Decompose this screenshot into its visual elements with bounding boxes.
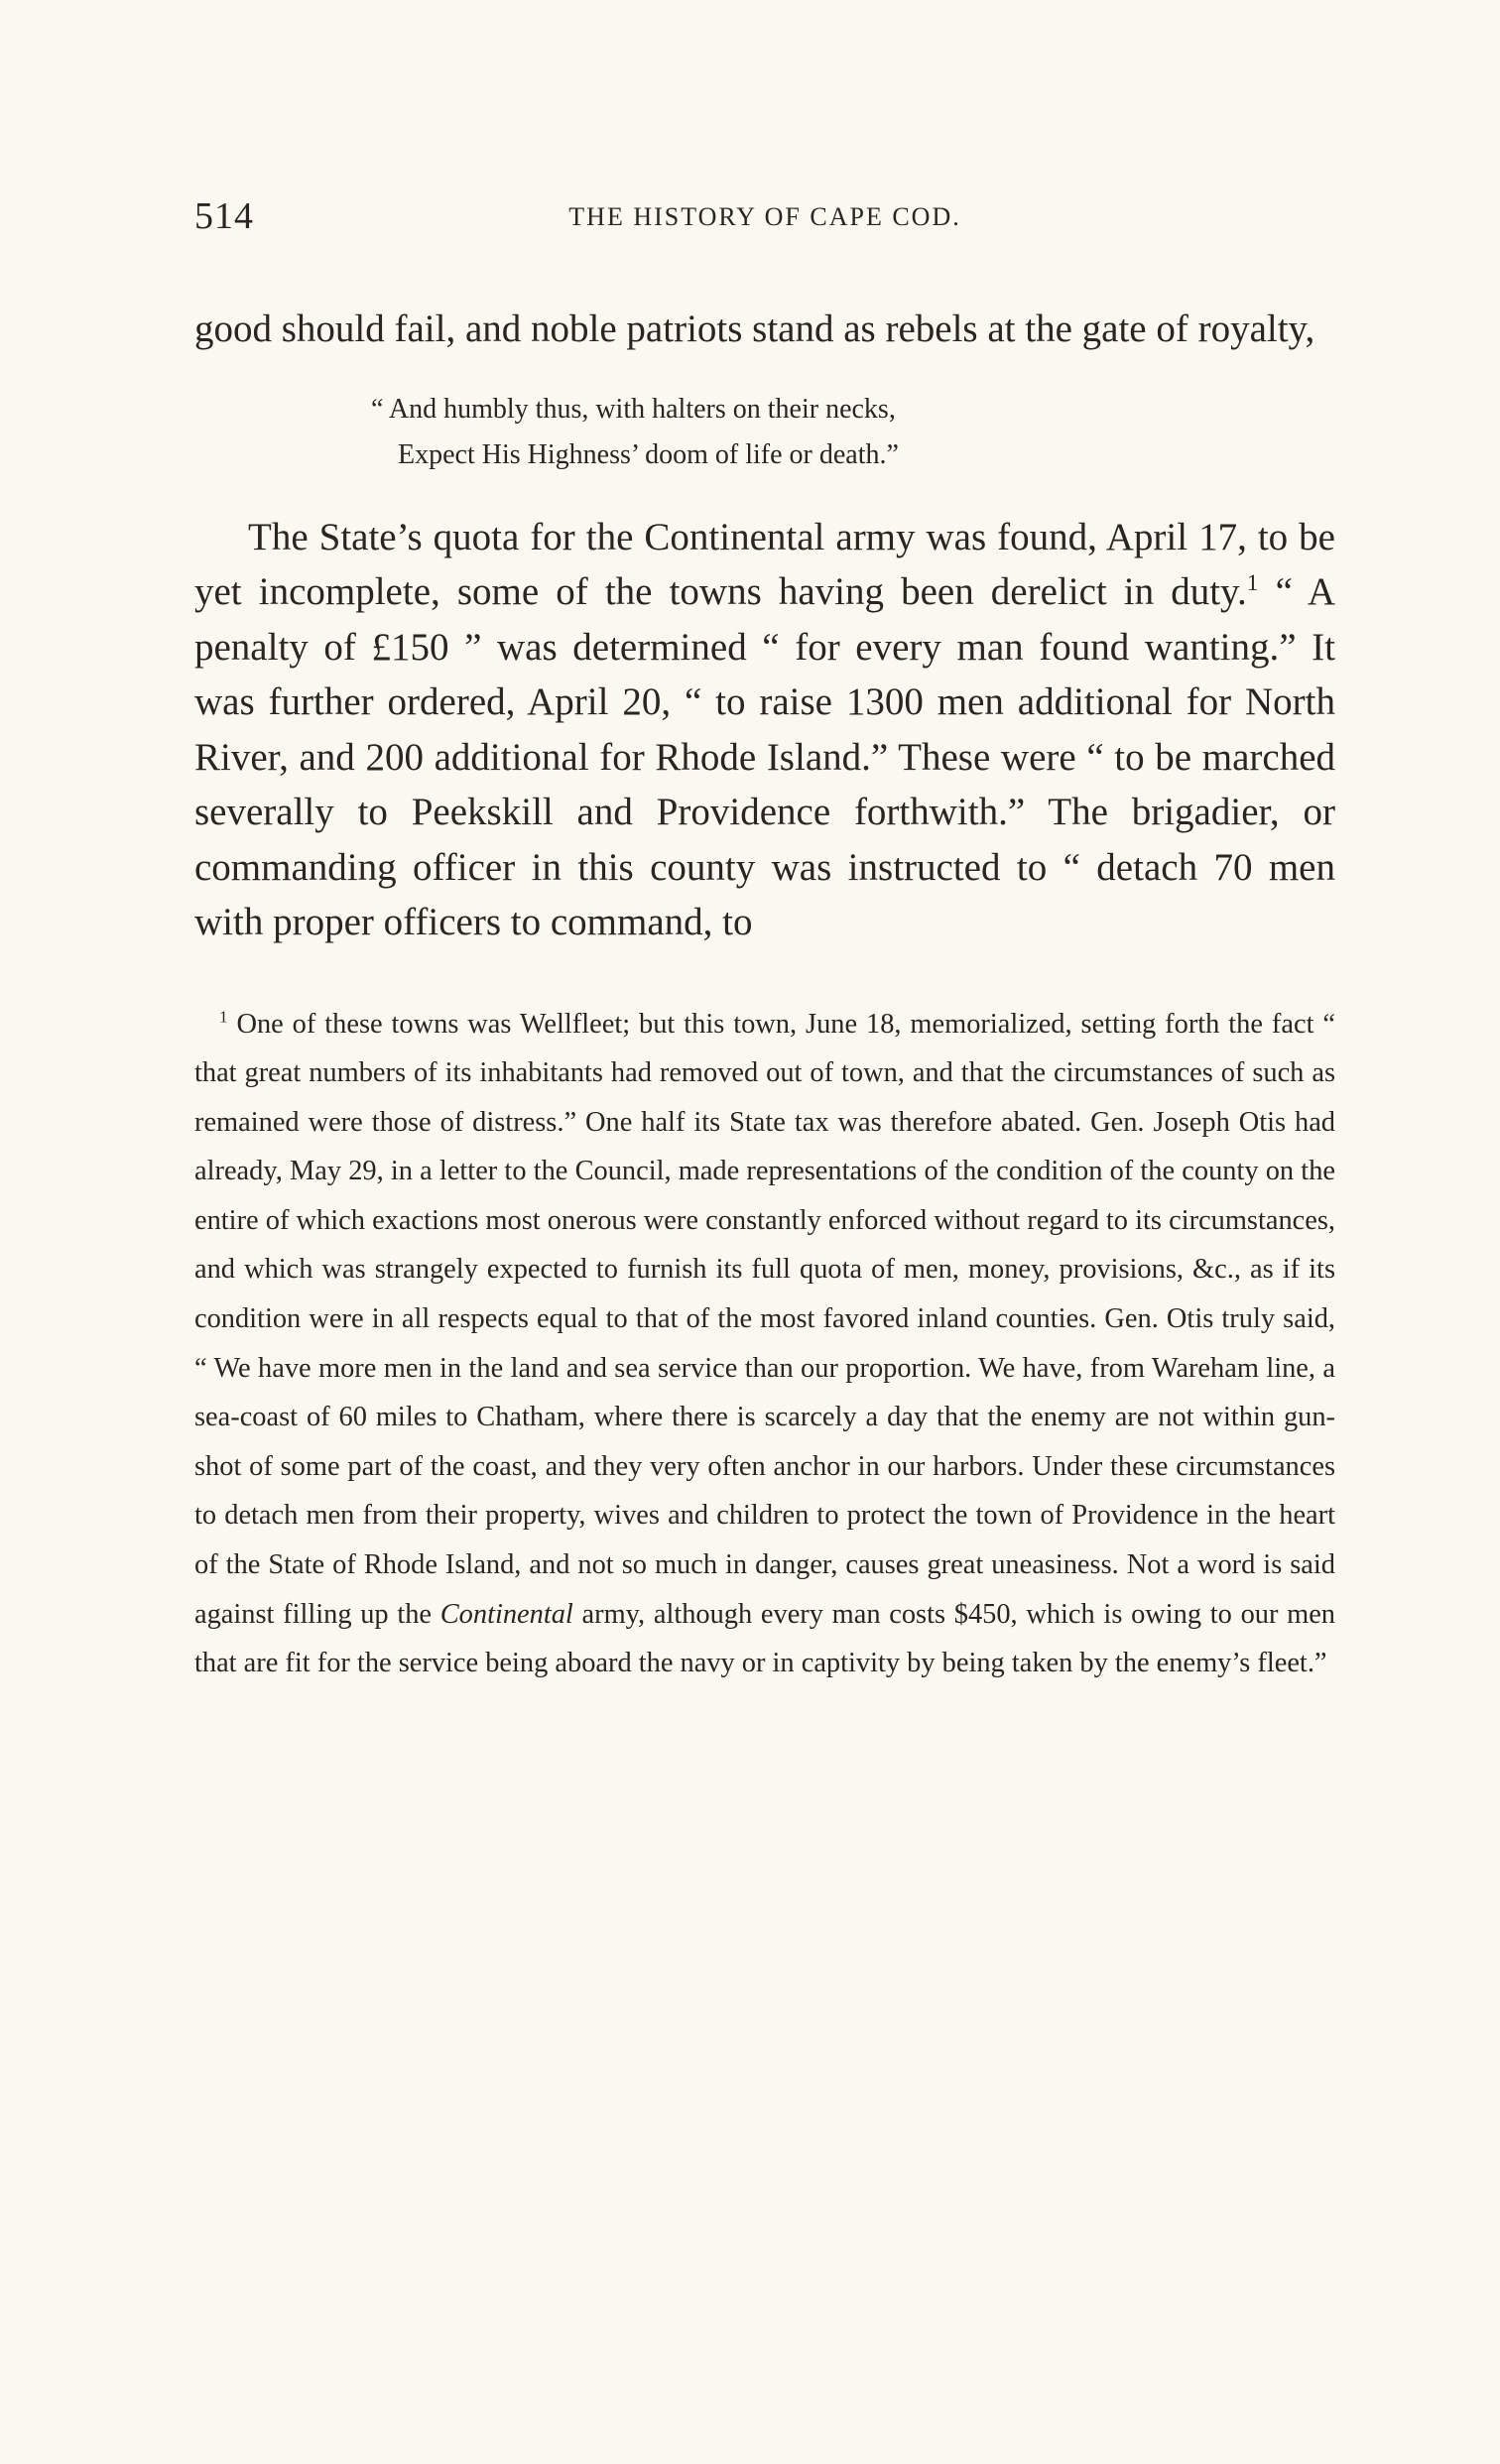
opening-paragraph: good should fail, and noble patriots stand as rebels at the gate of royalty, — [194, 308, 1315, 350]
footnote-marker: 1 — [219, 1007, 228, 1027]
verse-quotation — [194, 387, 1335, 478]
footnote — [194, 1000, 1335, 1688]
quota-paragraph — [194, 510, 1335, 950]
footnote-text-end: army, although every man costs $450, which is owing to our men that are fit for the service being aboard the navy or in captivity by being taken by the enemy’s fleet.” — [194, 1598, 1336, 1679]
quota-paragraph-start: The State’s quota for the Continental army was found, April 17, to be yet incomplete, some of the towns having been derelict in duty. — [194, 515, 1335, 613]
footnote-italic-term: Continental — [439, 1598, 573, 1630]
running-head — [194, 194, 1335, 244]
book-page — [194, 194, 1335, 1688]
footnote-reference[interactable]: 1 — [1246, 570, 1259, 596]
quote-line-1: “ And humbly thus, with halters on their necks, — [371, 393, 896, 425]
running-title: THE HISTORY OF CAPE COD. — [568, 202, 961, 231]
footnote-paragraph — [194, 1000, 1335, 1688]
main-text — [194, 302, 1335, 950]
footnote-text-start: One of these towns was Wellfleet; but this town, June 18, memorialized, setting forth the fact “ that great numbers of its inhabitants had removed out of town, and that the circumstances of such as remained were those of distress.” One half its State tax was therefore abated. Gen. Joseph Otis had already, May 29, in a letter to the Council, made representations of the condition of the county on the entire of which exactions most onerous were constantly enforced without regard to its circumstances, and which was strangely expected to furnish its full quota of men, money, provisions, &c., as if its condition were in all respects equal to that of the most favored inland counties. Gen. Otis truly said, “ We have more men in the land and sea service than our proportion. We have, from Wareham line, a sea-coast of 60 miles to Chatham, where there is scarcely a day that the enemy are not within gun-shot of some part of the coast, and they very often anchor in our harbors. Under these circumstances to detach men from their property, wives and children to protect the town of Providence in the heart of the State of Rhode Island, and not so much in danger, causes great uneasiness. Not a word is said against filling up the — [194, 1008, 1335, 1630]
quote-line-2: Expect His Highness’ doom of life or death.” — [398, 438, 899, 470]
page-number: 514 — [194, 195, 254, 237]
quota-paragraph-rest: “ A penalty of £150 ” was determined “ for every man found wanting.” It was further ordered, April 20, “ to raise 1300 men additional for North River, and 200 additional for Rhode Island.” These were “ to be marched severally to Peekskill and Providence forthwith.” The brigadier, or commanding officer in this county was instructed to “ detach 70 men with proper officers to command, to — [194, 570, 1335, 943]
